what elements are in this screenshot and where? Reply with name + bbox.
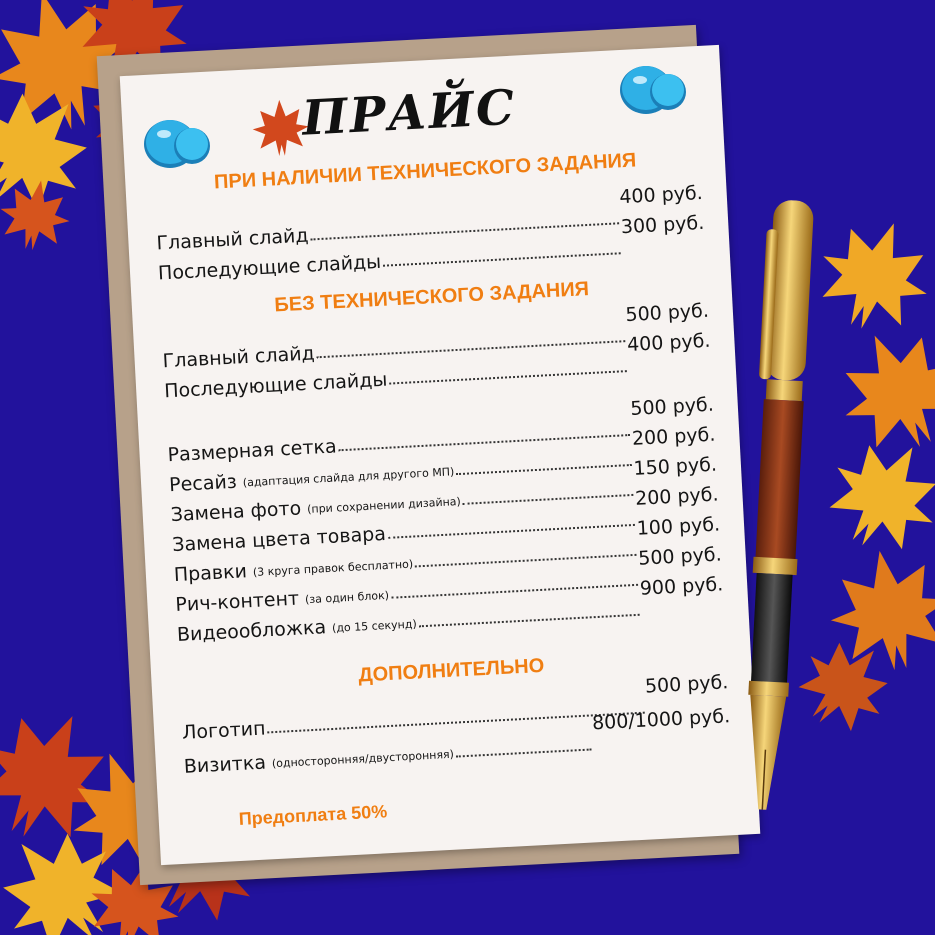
item-price: 500 руб. xyxy=(624,299,710,327)
item-price: 900 руб. xyxy=(639,573,724,600)
item-name: Последующие слайды xyxy=(163,368,388,403)
prepayment-note: Предоплата 50% xyxy=(238,801,388,830)
section-heading-extra: ДОПОЛНИТЕЛЬНО xyxy=(357,654,545,687)
item-name: Замена фото xyxy=(170,497,302,527)
dot-leader xyxy=(419,614,640,628)
item-name: Размерная сетка xyxy=(167,435,338,467)
item-price: 300 руб. xyxy=(620,211,705,239)
dot-leader xyxy=(456,748,592,757)
item-name: Правки xyxy=(173,560,248,587)
item-price: 500 руб. xyxy=(644,671,729,698)
item-price: 800/1000 руб. xyxy=(591,705,731,735)
item-name: Главный слайд xyxy=(162,342,316,373)
item-name: Визитка xyxy=(183,751,267,778)
item-note: (до 15 секунд) xyxy=(331,617,418,635)
item-price: 400 руб. xyxy=(618,181,704,209)
item-note: (адаптация слайда для другого МП) xyxy=(242,465,455,490)
item-price: 500 руб. xyxy=(637,543,723,570)
item-name: Рич-контент xyxy=(174,587,300,617)
item-note: (при сохранении дизайна) xyxy=(306,494,462,517)
page-title: ПРАЙС xyxy=(300,79,518,147)
item-name: Видеообложка xyxy=(176,616,327,646)
item-price: 200 руб. xyxy=(631,423,716,450)
section-heading-with-spec: ПРИ НАЛИЧИИ ТЕХНИЧЕСКОГО ЗАДАНИЯ xyxy=(213,149,637,194)
item-name: Логотип xyxy=(181,717,267,744)
dot-leader xyxy=(383,252,620,266)
item-note: (за один блок) xyxy=(304,588,390,607)
item-price: 400 руб. xyxy=(626,329,711,357)
item-price: 100 руб. xyxy=(636,513,721,540)
item-price: 500 руб. xyxy=(629,393,715,420)
item-note: (3 круга правок бесплатно) xyxy=(252,557,414,579)
push-pin-icon xyxy=(140,112,216,172)
item-price: 150 руб. xyxy=(633,453,718,480)
push-pin-icon xyxy=(616,58,692,118)
item-name: Последующие слайды xyxy=(157,250,382,285)
item-name: Главный слайд xyxy=(155,224,310,255)
item-name: Замена цвета товара xyxy=(171,522,387,557)
dot-leader xyxy=(389,370,626,384)
item-note: (односторонняя/двусторонняя) xyxy=(271,747,455,771)
fountain-pen-icon xyxy=(738,190,818,830)
item-price: 200 руб. xyxy=(634,483,720,510)
item-name: Ресайз xyxy=(168,470,238,497)
section-heading-without-spec: БЕЗ ТЕХНИЧЕСКОГО ЗАДАНИЯ xyxy=(273,277,590,317)
